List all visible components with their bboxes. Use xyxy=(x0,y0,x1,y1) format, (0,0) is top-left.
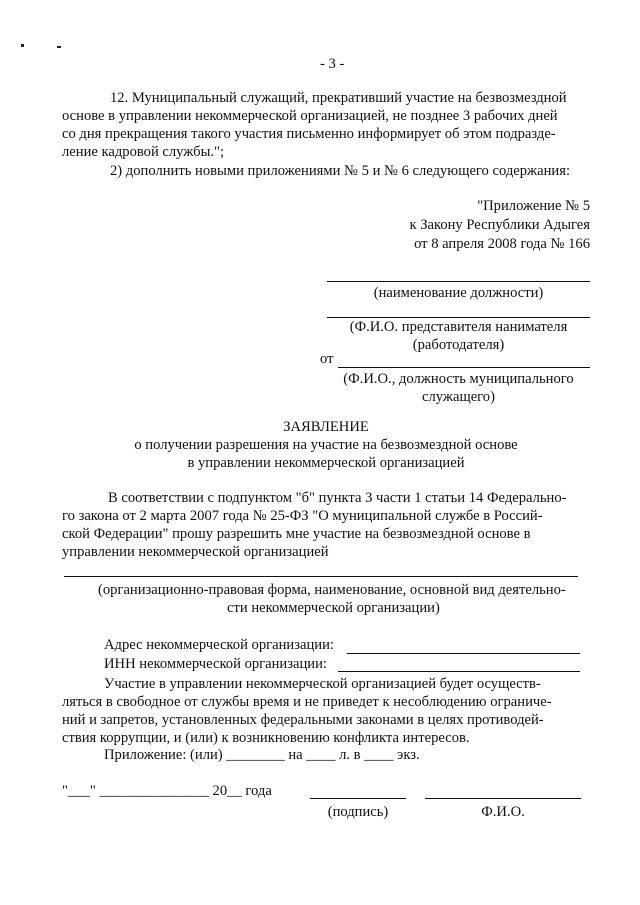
organization-caption: сти некоммерческой организации) xyxy=(227,600,440,616)
servant-caption: (Ф.И.О., должность муниципального xyxy=(343,371,574,387)
participation-line: ляться в свободное от службы время и не приведет к несоблюдению ограниче- xyxy=(62,694,552,710)
participation-line: ний и запретов, установленных федеральными законами в целях противодей- xyxy=(62,712,544,728)
from-field-line[interactable] xyxy=(338,367,590,368)
organization-field-line[interactable] xyxy=(64,576,578,577)
from-label: от xyxy=(320,351,334,367)
employer-caption: (работодателя) xyxy=(412,337,505,353)
servant-caption: служащего) xyxy=(422,389,495,405)
date-line: "___" _______________ 20__ года xyxy=(62,783,272,799)
fio-field-line[interactable] xyxy=(425,798,581,799)
inn-field-line[interactable] xyxy=(338,671,580,672)
appendix-header-line: "Приложение № 5 xyxy=(477,198,590,214)
fio-caption: Ф.И.О. xyxy=(481,804,525,820)
amend-line: 2) дополнить новыми приложениями № 5 и № 6 следующего содержания: xyxy=(110,163,570,179)
participation-line: Участие в управлении некоммерческой организацией будет осуществ- xyxy=(104,676,541,692)
participation-line: ствия коррупции, и (или) к возникновению конфликта интересов. xyxy=(62,730,470,746)
document-subtitle: о получении разрешения на участие на безвозмездной основе xyxy=(134,437,518,453)
appendix-header-line: от 8 апреля 2008 года № 166 xyxy=(414,236,590,252)
address-field-line[interactable] xyxy=(347,653,580,654)
address-label: Адрес некоммерческой организации: xyxy=(104,637,334,653)
employer-caption: (Ф.И.О. представителя нанимателя xyxy=(349,319,568,335)
scan-speck xyxy=(21,44,24,47)
position-caption: (наименование должности) xyxy=(373,285,544,301)
position-field-line[interactable] xyxy=(327,281,590,282)
document-subtitle: в управлении некоммерческой организацией xyxy=(187,455,465,471)
appendix-header-line: к Закону Республики Адыгея xyxy=(409,217,590,233)
attachment-line: Приложение: (или) ________ на ____ л. в ____ экз. xyxy=(104,747,420,763)
item12-line: основе в управлении некоммерческой организацией, не позднее 3 рабочих дней xyxy=(62,108,558,124)
organization-caption: (организационно-правовая форма, наименование, основной вид деятельно- xyxy=(98,582,566,598)
employer-field-line[interactable] xyxy=(327,317,590,318)
body-line: ской Федерации" прошу разрешить мне участие на безвозмездной основе в xyxy=(62,526,531,542)
body-line: управлении некоммерческой организацией xyxy=(62,544,329,560)
signature-field-line[interactable] xyxy=(310,798,406,799)
body-line: го закона от 2 марта 2007 года № 25-ФЗ "О муниципальной службе в Россий- xyxy=(62,508,543,524)
item12-line: 12. Муниципальный служащий, прекративший участие на безвозмездной xyxy=(110,90,567,106)
body-line: В соответствии с подпунктом "б" пункта 3 части 1 статьи 14 Федерально- xyxy=(108,490,567,506)
signature-caption: (подпись) xyxy=(327,804,389,820)
item12-line: ление кадровой службы."; xyxy=(62,144,225,160)
document-title: ЗАЯВЛЕНИЕ xyxy=(283,419,369,435)
scan-speck xyxy=(57,46,61,48)
inn-label: ИНН некоммерческой организации: xyxy=(104,656,327,672)
page-number: - 3 - xyxy=(320,56,345,72)
item12-line: со дня прекращения такого участия письменно информирует об этом подразде- xyxy=(62,126,556,142)
